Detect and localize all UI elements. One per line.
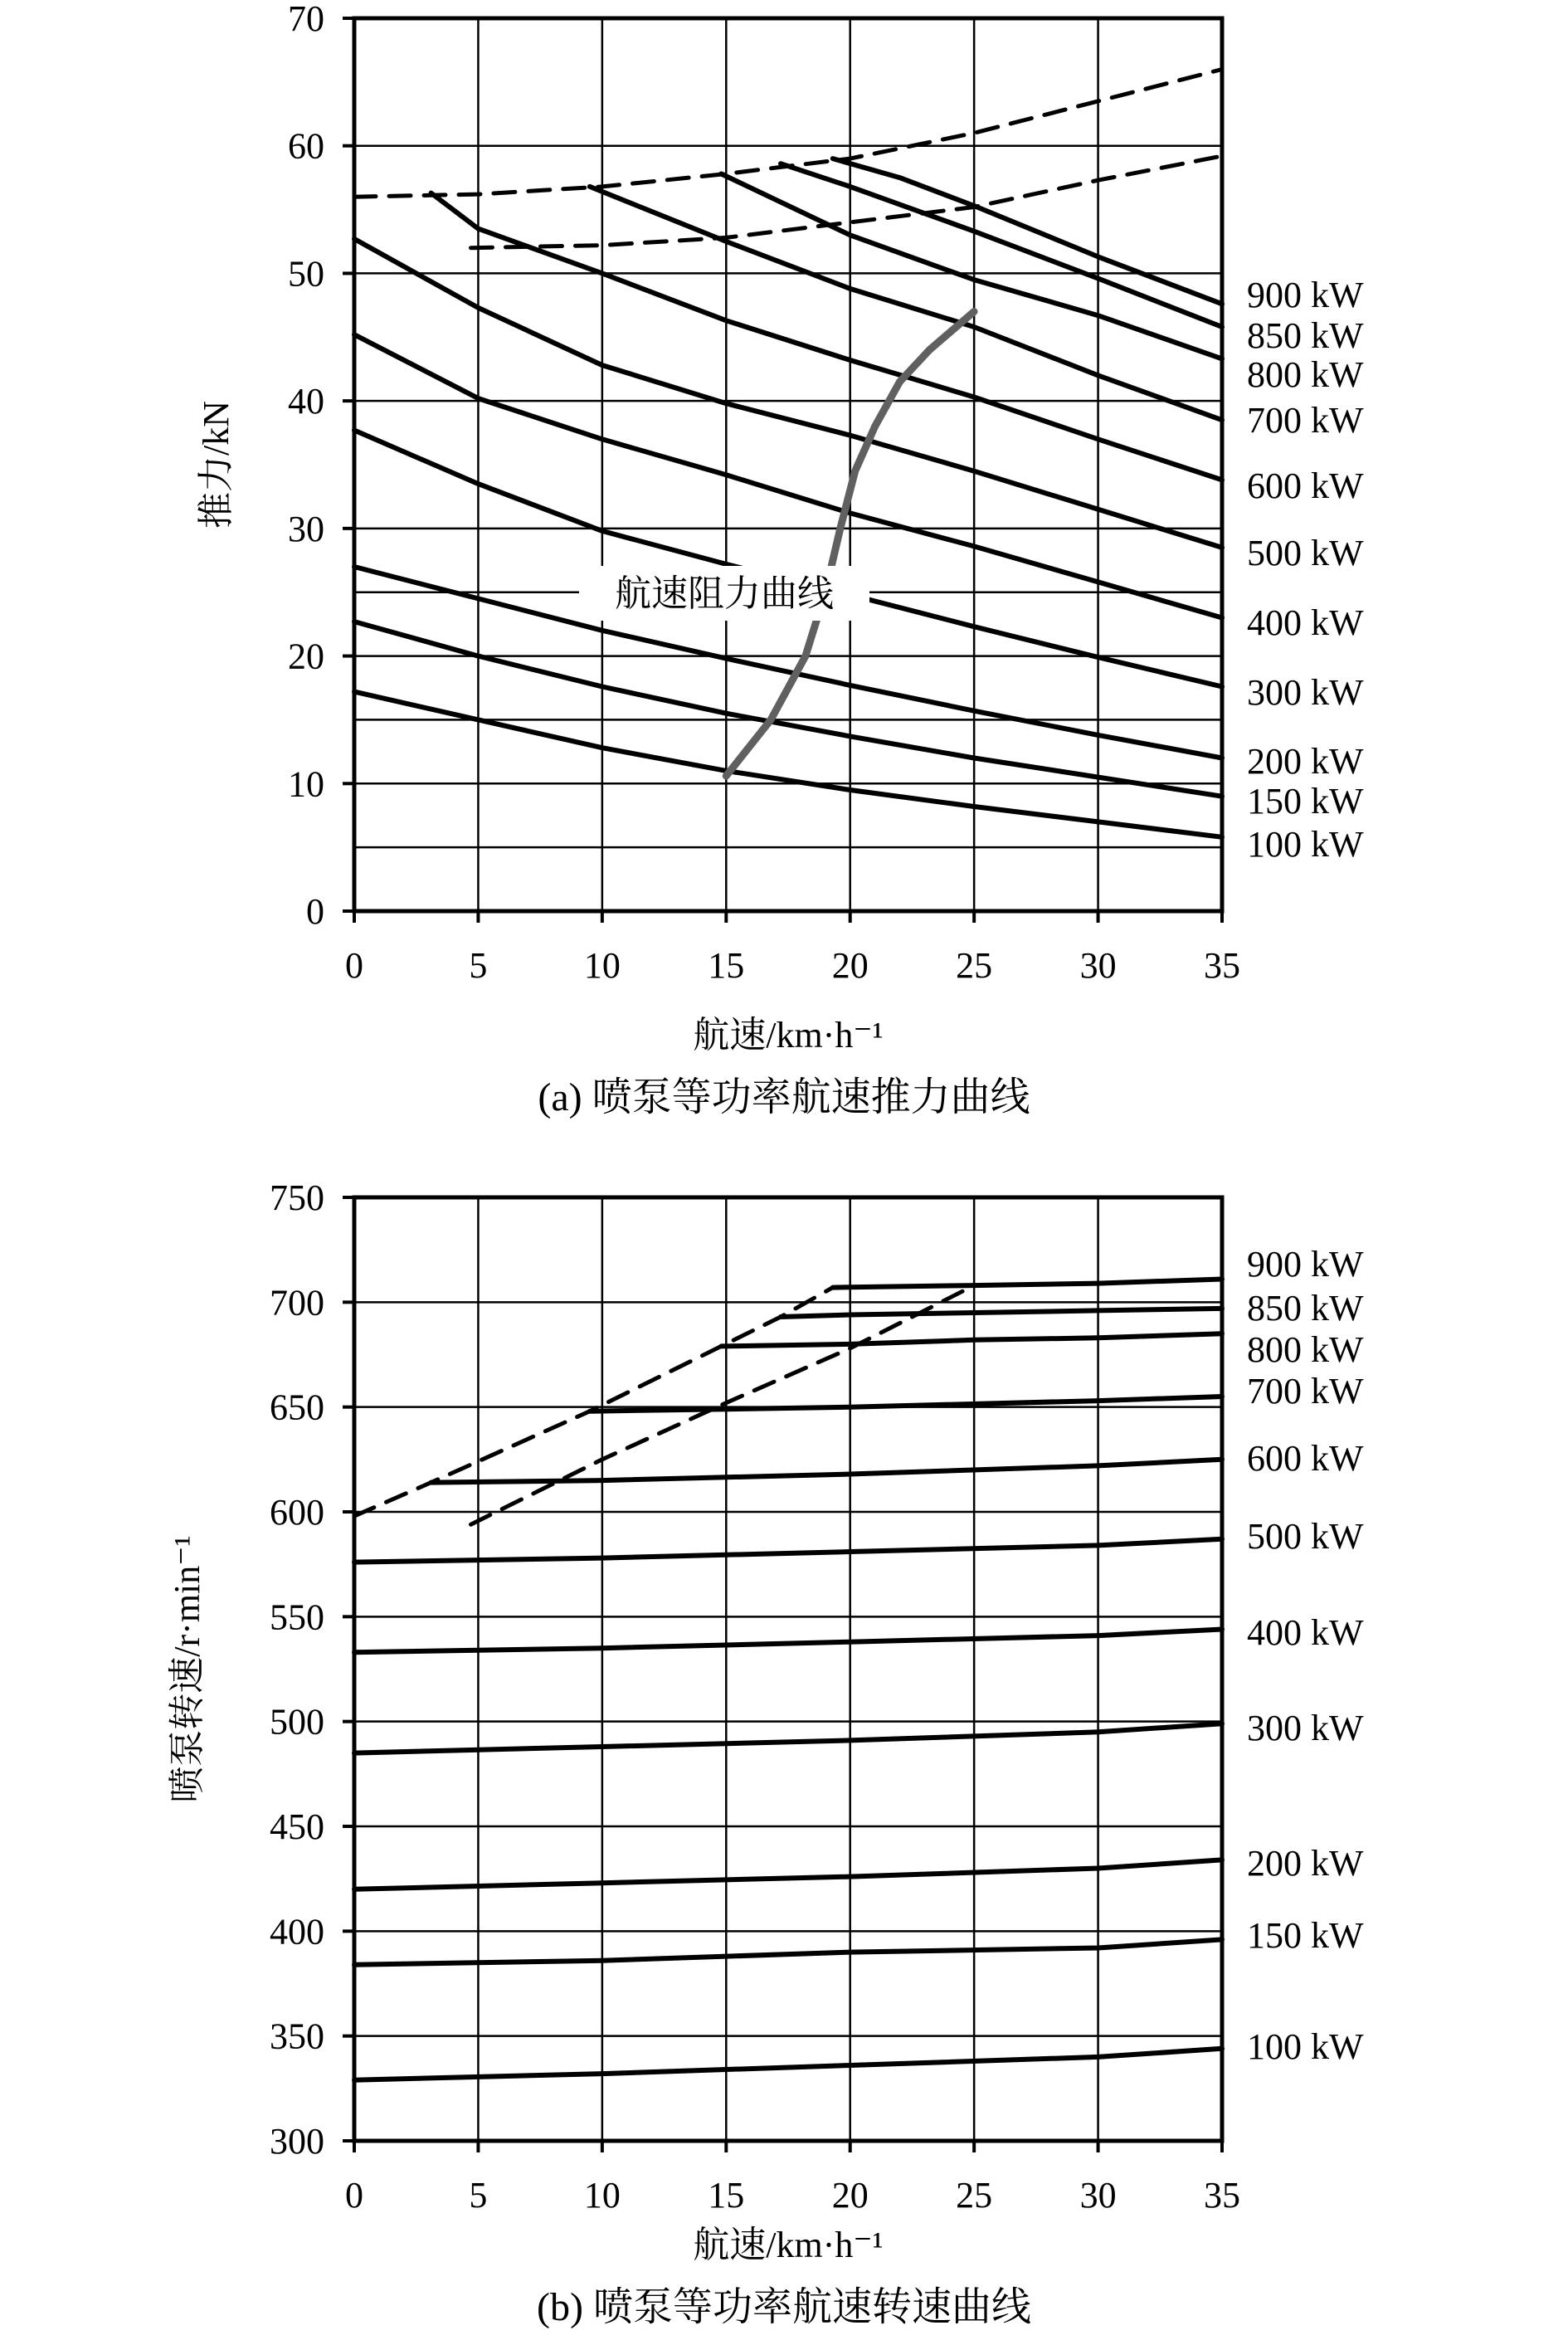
series-line-300-kw-pump-speed [354,1723,1222,1752]
series-label-850-kw-pump-speed: 850 kW [1247,1288,1364,1328]
series-label-600-kw-thrust: 600 kW [1247,466,1364,506]
x-tick-label-15-pump-speed: 15 [708,2175,745,2216]
series-line-100-kw-pump-speed [354,2049,1222,2080]
y-tick-label-600-pump-speed: 600 [270,1492,324,1533]
series-line-850-kw-thrust [781,163,1222,327]
caption-thrust: (a) 喷泵等功率航速推力曲线 [538,1075,1030,1119]
y-tick-label-450-pump-speed: 450 [270,1806,324,1847]
y-tick-label-500-pump-speed: 500 [270,1701,324,1743]
series-line-upper-envelope-thrust [354,70,1222,197]
x-tick-label-5-pump-speed: 5 [469,2175,488,2216]
series-line-600-kw-pump-speed [431,1460,1222,1483]
y-tick-label-400-pump-speed: 400 [270,1911,324,1952]
series-label-300-kw-pump-speed: 300 kW [1247,1708,1364,1748]
series-line-600-kw-thrust [431,193,1222,480]
caption-pump-speed: (b) 喷泵等功率航速转速曲线 [537,2285,1031,2329]
series-layer-thrust [354,70,1222,837]
series-label-200-kw-pump-speed: 200 kW [1247,1843,1364,1884]
x-tick-label-35-pump-speed: 35 [1204,2175,1240,2216]
x-tick-label-35-thrust: 35 [1204,945,1240,986]
series-label-400-kw-thrust: 400 kW [1247,602,1364,643]
x-tick-label-10-thrust: 10 [583,945,621,986]
x-tick-label-0-thrust: 0 [345,945,363,986]
ticks-pump-speed [270,1177,1240,2216]
series-label-100-kw-thrust: 100 kW [1247,824,1364,865]
series-label-850-kw-thrust: 850 kW [1247,315,1364,356]
chart-pump-speed [167,1177,1364,2329]
series-line-500-kw-pump-speed [354,1539,1222,1562]
y-tick-label-0-thrust: 0 [306,891,324,932]
x-tick-label-5-thrust: 5 [469,945,488,986]
series-label-400-kw-pump-speed: 400 kW [1247,1612,1364,1653]
y-tick-label-20-thrust: 20 [288,636,324,677]
chart-thrust [196,0,1364,1119]
series-label-200-kw-thrust: 200 kW [1247,741,1364,782]
series-line-300-kw-thrust [354,431,1222,687]
series-line-200-kw-pump-speed [354,1860,1222,1889]
series-line-150-kw-thrust [354,622,1222,797]
series-label-500-kw-thrust: 500 kW [1247,533,1364,573]
series-label-800-kw-thrust: 800 kW [1247,354,1364,395]
x-tick-label-25-pump-speed: 25 [956,2175,993,2216]
y-tick-label-50-thrust: 50 [288,253,324,295]
y-tick-label-10-thrust: 10 [288,763,324,805]
x-axis-title-pump-speed: 航速/km·h⁻¹ [693,2225,884,2265]
x-tick-label-30-pump-speed: 30 [1079,2175,1117,2216]
series-layer-pump-speed [354,1280,1222,2080]
series-labels-pump-speed [1247,1244,1364,2067]
series-label-700-kw-pump-speed: 700 kW [1247,1371,1364,1411]
y-axis-title-thrust: 推力/kN [196,401,236,529]
series-label-800-kw-pump-speed: 800 kW [1247,1329,1364,1370]
y-tick-label-350-pump-speed: 350 [270,2016,324,2057]
series-label-150-kw-thrust: 150 kW [1247,781,1364,821]
x-tick-label-25-thrust: 25 [956,945,993,986]
series-line-150-kw-pump-speed [354,1939,1222,1964]
x-axis-title-thrust: 航速/km·h⁻¹ [693,1015,884,1055]
series-line-100-kw-thrust [354,692,1222,837]
series-label-900-kw-thrust: 900 kW [1247,275,1364,315]
series-line-400-kw-pump-speed [354,1630,1222,1653]
y-tick-label-60-thrust: 60 [288,125,324,167]
y-tick-label-750-pump-speed: 750 [270,1177,324,1218]
series-label-300-kw-thrust: 300 kW [1247,672,1364,713]
series-label-900-kw-pump-speed: 900 kW [1247,1244,1364,1284]
y-tick-label-700-pump-speed: 700 [270,1282,324,1323]
y-tick-label-650-pump-speed: 650 [270,1387,324,1428]
series-line-700-kw-pump-speed [590,1397,1222,1411]
x-tick-label-30-thrust: 30 [1079,945,1117,986]
series-line-900-kw-thrust [833,158,1222,304]
series-line-800-kw-pump-speed [721,1333,1222,1346]
y-tick-label-300-pump-speed: 300 [270,2121,324,2162]
x-tick-label-10-pump-speed: 10 [583,2175,621,2216]
series-line-900-kw-pump-speed [833,1280,1222,1288]
series-label-150-kw-pump-speed: 150 kW [1247,1915,1364,1956]
series-line-500-kw-thrust [354,239,1222,548]
y-tick-label-40-thrust: 40 [288,381,324,422]
series-label-600-kw-pump-speed: 600 kW [1247,1438,1364,1479]
series-labels-thrust [1247,275,1364,865]
y-axis-title-pump-speed: 喷泵转速/r·min⁻¹ [167,1535,207,1803]
y-tick-label-70-thrust: 70 [288,0,324,39]
annotation-resistance-curve: 航速阻力曲线 [615,573,834,614]
series-label-500-kw-pump-speed: 500 kW [1247,1516,1364,1557]
series-label-100-kw-pump-speed: 100 kW [1247,2026,1364,2067]
series-line-850-kw-pump-speed [781,1309,1222,1317]
x-tick-label-0-pump-speed: 0 [345,2175,363,2216]
x-tick-label-15-thrust: 15 [708,945,745,986]
x-tick-label-20-thrust: 20 [831,945,869,986]
y-tick-label-30-thrust: 30 [288,508,324,549]
x-tick-label-20-pump-speed: 20 [831,2175,869,2216]
y-tick-label-550-pump-speed: 550 [270,1596,324,1638]
series-label-700-kw-thrust: 700 kW [1247,400,1364,441]
